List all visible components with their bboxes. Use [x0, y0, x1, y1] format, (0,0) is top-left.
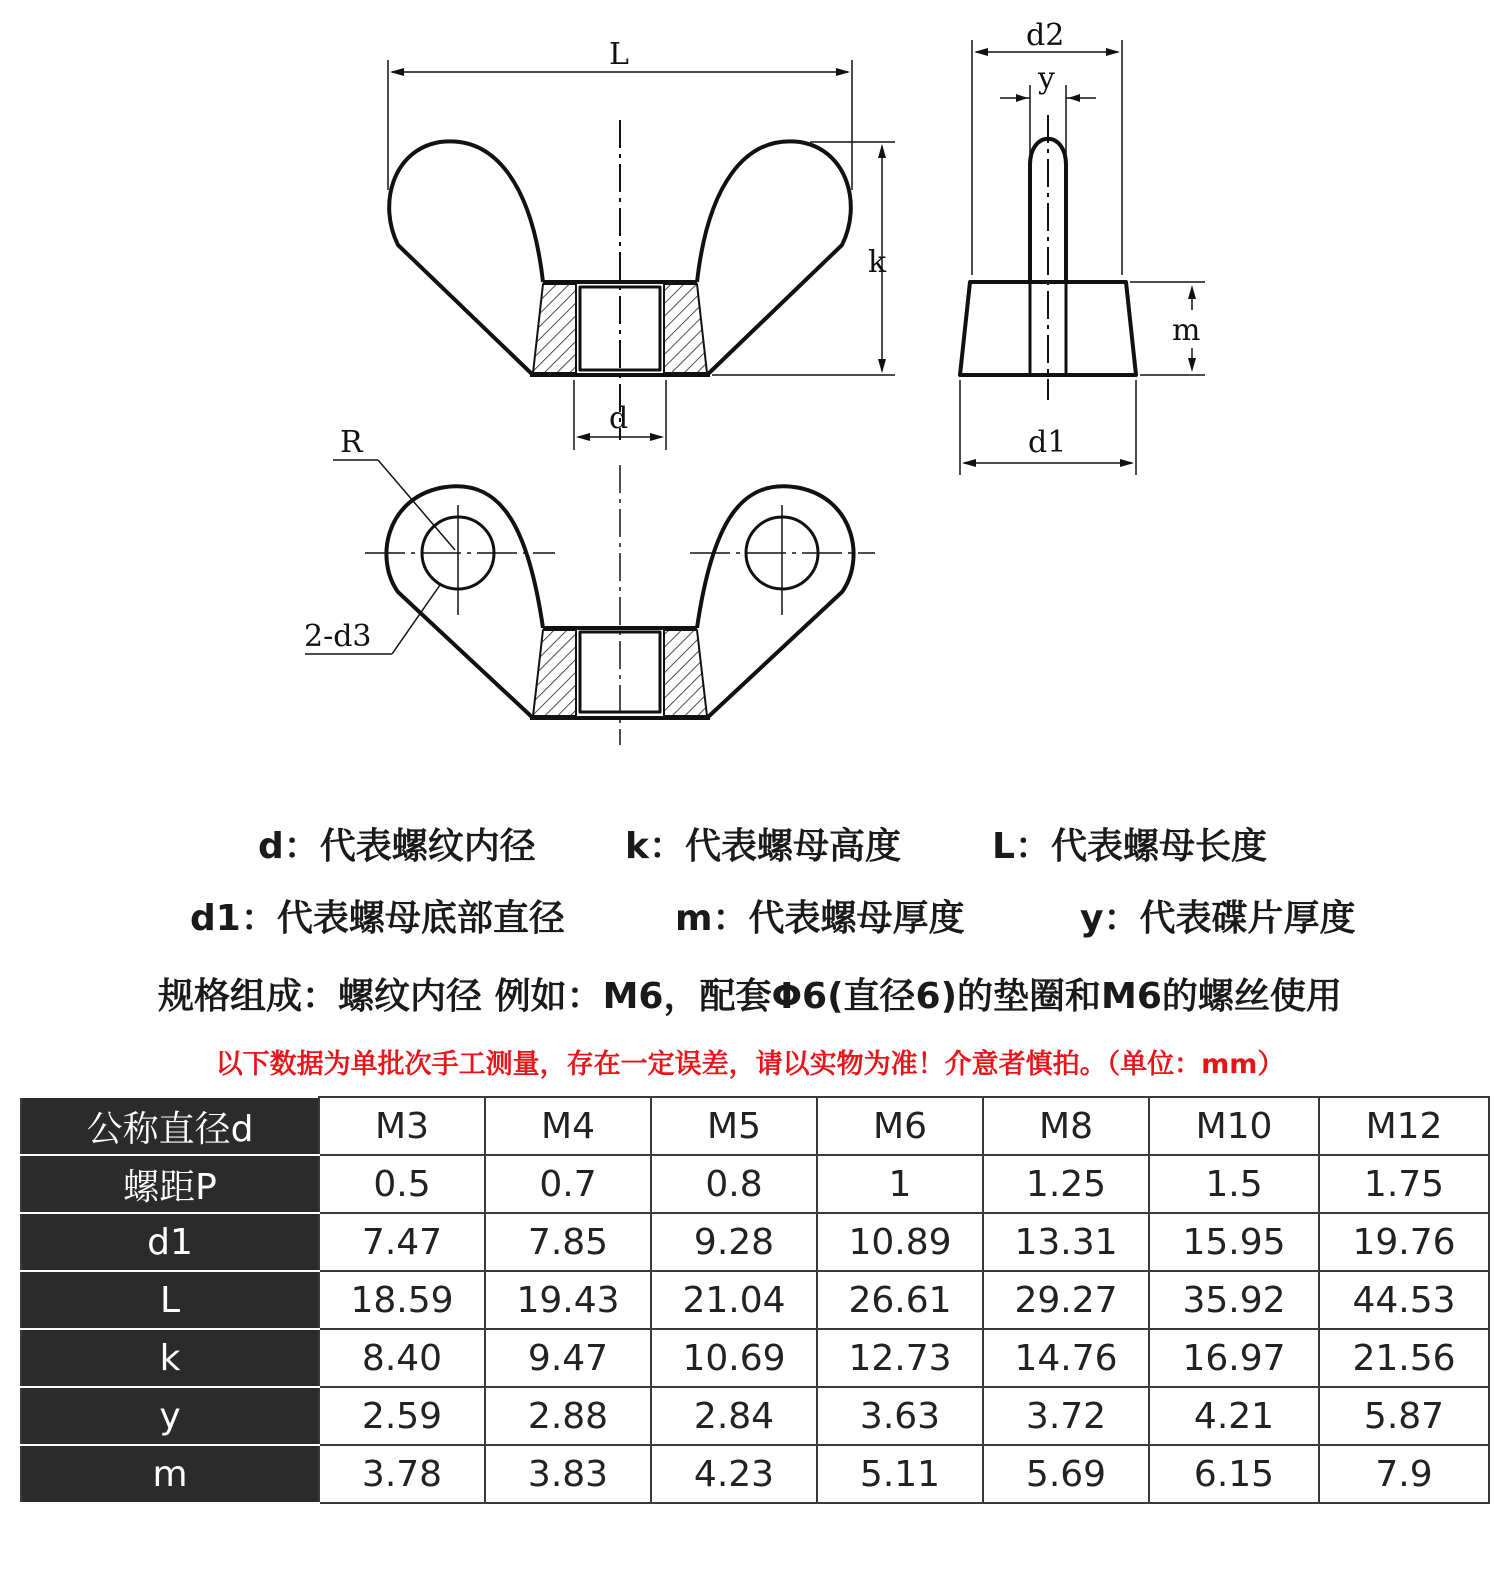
row-label: y: [21, 1387, 319, 1445]
legend-row-1: [0, 818, 1500, 878]
left-lobe-outline: [386, 486, 543, 718]
right-hatched-section: [664, 284, 707, 373]
table-cell: 21.56: [1319, 1329, 1489, 1387]
table-cell: M10: [1149, 1097, 1319, 1155]
left-wing-outline: [389, 141, 543, 375]
table-cell: 19.43: [485, 1271, 651, 1329]
table-cell: 1.75: [1319, 1155, 1489, 1213]
table-cell: 21.04: [651, 1271, 817, 1329]
measurement-note: 以下数据为单批次手工测量，存在一定误差，请以实物为准！介意者慎拍。（单位：mm）: [215, 1049, 1285, 1080]
table-cell: 14.76: [983, 1329, 1149, 1387]
table-cell: 5.69: [983, 1445, 1149, 1503]
row-label: m: [21, 1445, 319, 1503]
legend-y: y：代表碟片厚度: [1080, 898, 1356, 939]
label-2-d3: 2-d3: [304, 619, 372, 654]
table-cell: 10.69: [651, 1329, 817, 1387]
table-cell: 29.27: [983, 1271, 1149, 1329]
table-cell: 7.47: [319, 1213, 485, 1271]
table-cell: 16.97: [1149, 1329, 1319, 1387]
row-label: 公称直径d: [21, 1097, 319, 1155]
table-row: [21, 1329, 1489, 1387]
table-row: [21, 1387, 1489, 1445]
label-k: k: [868, 245, 887, 280]
right-lobe-outline: [697, 486, 854, 718]
table-cell: M5: [651, 1097, 817, 1155]
table-cell: 19.76: [1319, 1213, 1489, 1271]
table-cell: 5.11: [817, 1445, 983, 1503]
legend-row-2: [0, 890, 1500, 950]
table-cell: M6: [817, 1097, 983, 1155]
table-cell: 18.59: [319, 1271, 485, 1329]
leader-R: [333, 460, 455, 550]
label-d2: d2: [1026, 18, 1065, 53]
table-cell: M4: [485, 1097, 651, 1155]
table-cell: 3.63: [817, 1387, 983, 1445]
row-label: L: [21, 1271, 319, 1329]
table-cell: 3.78: [319, 1445, 485, 1503]
table-cell: 26.61: [817, 1271, 983, 1329]
table-cell: 10.89: [817, 1213, 983, 1271]
table-cell: 2.88: [485, 1387, 651, 1445]
table-cell: 5.87: [1319, 1387, 1489, 1445]
legend-d1: d1：代表螺母底部直径: [190, 898, 565, 939]
legend-L: L：代表螺母长度: [992, 826, 1267, 867]
table-cell: 7.85: [485, 1213, 651, 1271]
table-cell: 0.5: [319, 1155, 485, 1213]
table-row: [21, 1155, 1489, 1213]
label-d1: d1: [1028, 425, 1067, 460]
spec-table: [20, 1096, 1490, 1504]
table-cell: 13.31: [983, 1213, 1149, 1271]
table-cell: 8.40: [319, 1329, 485, 1387]
legend-m: m：代表螺母厚度: [675, 898, 965, 939]
table-cell: 9.28: [651, 1213, 817, 1271]
row-label: k: [21, 1329, 319, 1387]
label-m: m: [1172, 313, 1201, 348]
row-label: 螺距P: [21, 1155, 319, 1213]
table-cell: 1.5: [1149, 1155, 1319, 1213]
table-row: [21, 1097, 1489, 1155]
legend-k: k：代表螺母高度: [625, 826, 901, 867]
table-cell: M8: [983, 1097, 1149, 1155]
table-row: [21, 1445, 1489, 1503]
table-cell: 6.15: [1149, 1445, 1319, 1503]
table-cell: M3: [319, 1097, 485, 1155]
right-wing-outline: [697, 141, 851, 375]
table-cell: 44.53: [1319, 1271, 1489, 1329]
table-cell: 9.47: [485, 1329, 651, 1387]
table-cell: 12.73: [817, 1329, 983, 1387]
table-cell: 1.25: [983, 1155, 1149, 1213]
table-cell: 2.84: [651, 1387, 817, 1445]
label-d: d: [609, 401, 629, 436]
table-cell: 3.72: [983, 1387, 1149, 1445]
table-cell: 3.83: [485, 1445, 651, 1503]
table-cell: 0.7: [485, 1155, 651, 1213]
table-cell: 2.59: [319, 1387, 485, 1445]
label-L: L: [609, 37, 629, 72]
table-row: [21, 1271, 1489, 1329]
row-label: d1: [21, 1213, 319, 1271]
table-cell: 15.95: [1149, 1213, 1319, 1271]
spec-composition-text: 规格组成：螺纹内径 例如：M6，配套Φ6(直径6)的垫圈和M6的螺丝使用: [158, 976, 1342, 1017]
left-hatched-section: [533, 284, 576, 373]
table-cell: M12: [1319, 1097, 1489, 1155]
label-y: y: [1038, 61, 1055, 96]
label-R: R: [340, 425, 363, 460]
table-cell: 4.23: [651, 1445, 817, 1503]
table-cell: 7.9: [1319, 1445, 1489, 1503]
table-cell: 0.8: [651, 1155, 817, 1213]
table-cell: 4.21: [1149, 1387, 1319, 1445]
legend-d: d：代表螺纹内径: [258, 826, 536, 867]
table-cell: 1: [817, 1155, 983, 1213]
table-row: [21, 1213, 1489, 1271]
table-cell: 35.92: [1149, 1271, 1319, 1329]
